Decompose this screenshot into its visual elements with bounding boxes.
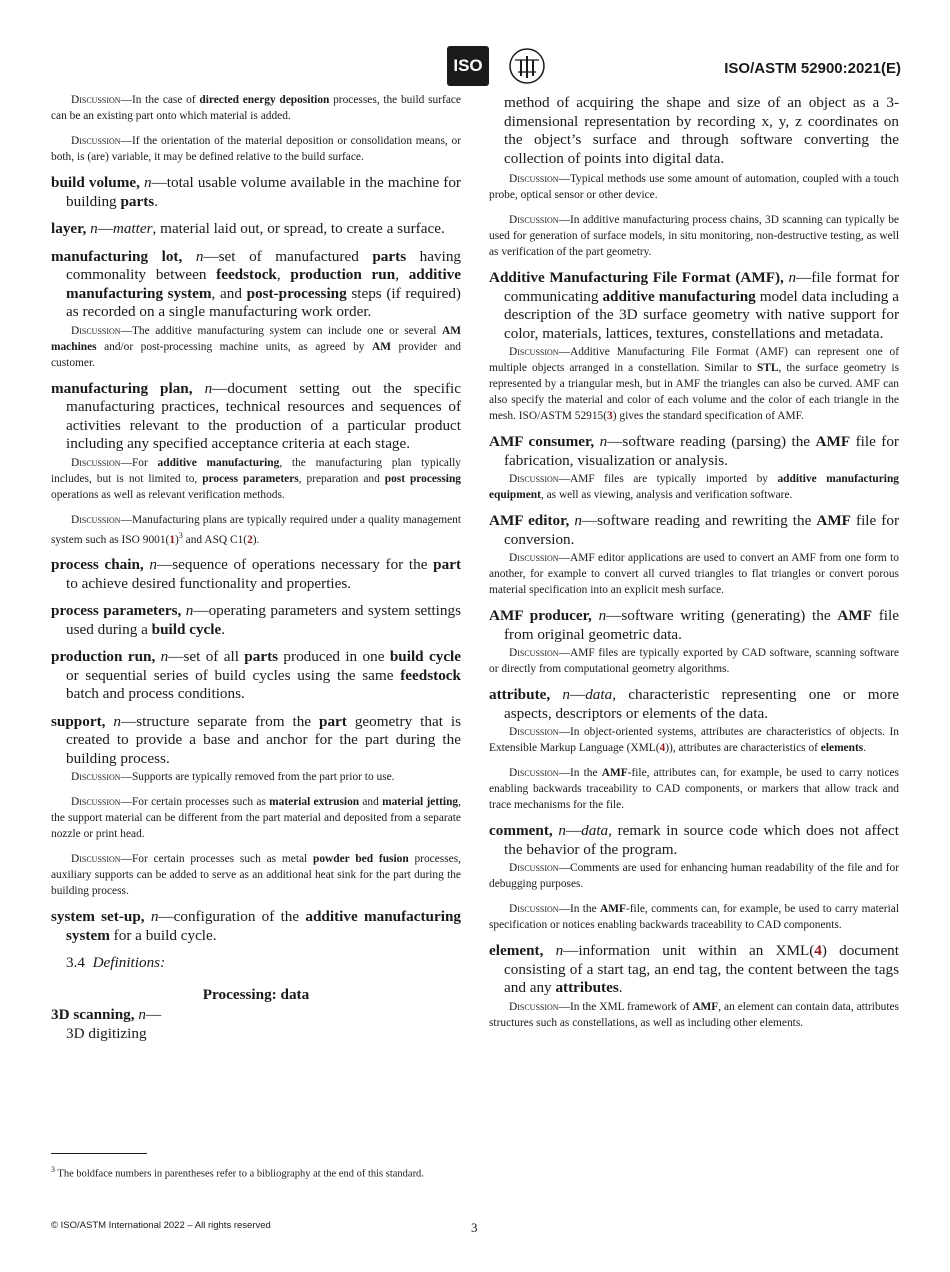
discussion: Discussion—AMF files are typically imported by additive manufacturing equipment, as well as viewing, analysis and verification software.: [489, 473, 899, 501]
discussion: Discussion—In additive manufacturing process chains, 3D scanning can typically be used for generation of surface models, in situ monitoring, non-destructive testing, as well as verification of the part geometry.: [489, 214, 899, 258]
subheading: Processing: data: [202, 986, 310, 1004]
term-build-volume: build volume, n—total usable volume available in the machine for building parts.: [51, 174, 461, 210]
term-amf-producer: AMF producer, n—software writing (generating) the AMF file from original geometric data.: [489, 607, 899, 643]
discussion: Discussion—The additive manufacturing system can include one or several AM machines and/or post-processing machine units, as agreed by AM provider and customer.: [51, 324, 461, 369]
discussion: Discussion—Additive Manufacturing File Format (AMF) can represent one of multiple objects arranged in a constellation. Similar to STL, the surface geometry is represented by a triangular mesh, but in AMF the triangles can also be curved. AMF can also specify the material and color of each volume and the color of each triangle in the mesh. ISO/ASTM 52915(3) gives the standard specification of AMF.: [489, 346, 899, 422]
term-manufacturing-lot: manufacturing lot, n—set of manufactured parts having commonality between feedstock, production run, additive manufacturing system, and post-processing steps (if required) as recorded on a single manufacturing work order.: [51, 247, 462, 320]
discussion: Discussion—For certain processes such as material extrusion and material jetting, the support material can be different from the part material and deposited from a separate nozzle or print head.: [51, 796, 461, 841]
reference-link[interactable]: 4: [814, 942, 822, 959]
footnote: $^3$ The boldface numbers in parentheses refer to a bibliography at the end of this standard.: [51, 1165, 424, 1180]
page-number: 3: [471, 1220, 478, 1235]
discussion: Discussion—Typical methods use some amount of automation, coupled with a touch probe, optical sensor or other device.: [489, 173, 899, 201]
term-layer: layer, n—matter, material laid out, or spread, to create a surface.: [51, 220, 445, 237]
continued-definition: method of acquiring the shape and size of an object as a 3-dimensional representation by recording x, y, z coordinates on the object’s surface and through software converting the collection of points into digital data.: [504, 94, 899, 167]
term-system-setup: system set-up, n—configuration of the additive manufacturing system for a build cycle.: [51, 908, 461, 944]
header-logos: [447, 46, 547, 86]
discussion: Discussion—In the AMF-file, attributes can, for example, be used to carry notices enabling backwards traceability to CAD components, or markers that allow track and trace mechanisms for the file.: [489, 767, 899, 811]
term-process-parameters: process parameters, n—operating parameters and system settings used during a build cycle.: [51, 602, 461, 638]
copyright: © ISO/ASTM International 2022 – All rights reserved: [51, 1220, 271, 1231]
term-attribute: attribute, n—data, characteristic representing one or more aspects, descriptors or elements of the data.: [489, 686, 900, 722]
discussion: Discussion—AMF files are typically exported by CAD software, scanning software or directly from computational geometry algorithms.: [489, 647, 899, 675]
term-process-chain: process chain, n—sequence of operations necessary for the part to achieve desired functionality and properties.: [51, 556, 461, 592]
term-manufacturing-plan: manufacturing plan, n—document setting out the specific manufacturing practices, technical resources and sequences of activities relevant to the production of a particular product including any specified acceptance criteria at each stage.: [51, 379, 461, 452]
term-amf-consumer: AMF consumer, n—software reading (parsing) the AMF file for fabrication, visualization or analysis.: [489, 433, 899, 469]
right-column: [489, 94, 899, 1040]
discussion: Discussion—If the orientation of the material deposition or consolidation means, or both, is (are) variable, it may be defined relative to the build surface.: [51, 135, 461, 163]
discussion: Discussion—For additive manufacturing, the manufacturing plan typically includes, but is not limited to, process parameters, preparation and post processing operations as well as relevant verification methods.: [51, 456, 461, 501]
discussion: Discussion—In the AMF-file, comments can, for example, be used to carry material specification or notices enabling backwards traceability to CAD components.: [489, 903, 899, 931]
section-heading: 3.4 Definitions:: [66, 954, 166, 972]
term-comment: comment, n—data, remark in source code which does not affect the behavior of the program.: [489, 822, 899, 858]
term-amf-editor: AMF editor, n—software reading and rewriting the AMF file for conversion.: [489, 512, 900, 548]
astm-logo-icon: [507, 46, 547, 86]
reference-link[interactable]: 2: [247, 533, 253, 546]
document-id: ISO/ASTM 52900:2021(E): [724, 60, 901, 77]
term-production-run: production run, n—set of all parts produced in one build cycle or sequential series of build cycles using the same feedstock batch and process conditions.: [51, 648, 462, 703]
term-support: support, n—structure separate from the part geometry that is created to provide a base and anchor for the part during the building process.: [51, 712, 461, 767]
discussion: Discussion—AMF editor applications are used to convert an AMF from one form to another, for example to convert all curved triangles to flat triangles or convert porous material specification into an explicit mesh surface.: [489, 552, 899, 596]
discussion: Discussion—For certain processes such as metal powder bed fusion processes, auxiliary supports can be added to serve as an additional heat sink for the part during the building process.: [51, 853, 461, 898]
discussion: Discussion—Supports are typically removed from the part prior to use.: [71, 771, 395, 784]
reference-link[interactable]: 4: [659, 742, 666, 754]
discussion: Discussion—In object-oriented systems, attributes are characteristics of objects. In Extensible Markup Language (XML(4)), attributes are characteristics of elements.: [489, 726, 899, 754]
discussion: Discussion—In the case of directed energy deposition processes, the build surface can be an existing part onto which material is added.: [51, 94, 461, 122]
term-amf: Additive Manufacturing File Format (AMF), n—file format for communicating additive manufacturing model data including a description of the 3D surface geometry with native support for color, materials, lattices, textures, constellations and metadata.: [489, 269, 900, 342]
discussion: Discussion—Comments are used for enhancing human readability of the file and for debugging purposes.: [489, 862, 899, 890]
footnote-rule: [51, 1153, 147, 1154]
reference-link[interactable]: 3: [607, 410, 613, 422]
left-column: [51, 92, 461, 1043]
discussion: Discussion—In the XML framework of AMF, an element can contain data, attributes structures such as constellations, as well as including other elements.: [489, 1000, 899, 1029]
term-3d-scanning: 3D scanning, n— 3D digitizing: [51, 1006, 162, 1042]
reference-link[interactable]: 1: [169, 533, 176, 546]
iso-logo: ISO: [447, 46, 489, 86]
term-element: element, n—information unit within an XML(4) document consisting of a start tag, an end tag, the content between the tags and any attributes.: [489, 942, 899, 996]
discussion: Discussion—Manufacturing plans are typically required under a quality management system such as ISO $9001(1)^3$ and ASQ C1(2).: [51, 513, 461, 546]
